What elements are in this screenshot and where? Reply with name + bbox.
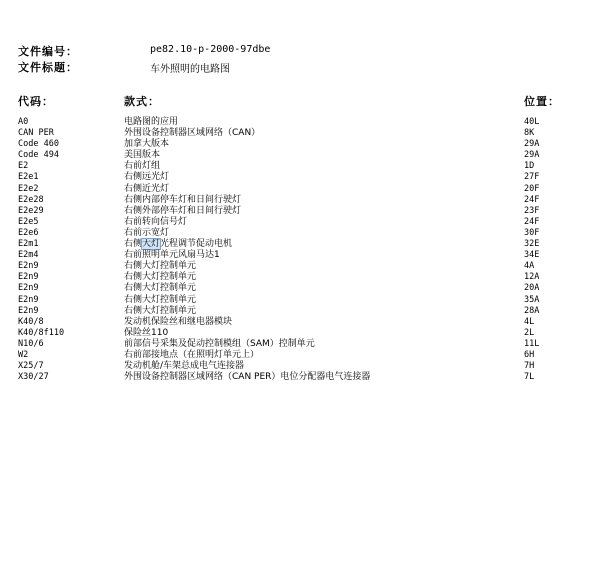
list-item bbox=[0, 372, 601, 383]
component-list bbox=[0, 117, 601, 383]
item-position: 7H bbox=[524, 361, 535, 372]
item-position: 8K bbox=[524, 128, 535, 139]
item-position: 24F bbox=[524, 194, 540, 205]
item-description bbox=[124, 239, 232, 250]
item-position: 20F bbox=[524, 183, 540, 194]
item-position: 23F bbox=[524, 205, 540, 216]
item-description: 外围设备控制器区域网络（CAN PER）电位分配器电气连接器 bbox=[124, 372, 371, 383]
item-description: 右侧内部停车灯和日间行驶灯 bbox=[124, 194, 242, 205]
item-position: 29A bbox=[524, 139, 540, 150]
item-position: 11L bbox=[524, 338, 540, 349]
column-header-position: 位置： bbox=[524, 95, 560, 108]
item-code: E2n9 bbox=[18, 272, 39, 283]
item-position: 6H bbox=[524, 349, 535, 360]
list-item bbox=[0, 283, 601, 294]
item-position: 28A bbox=[524, 305, 540, 316]
list-item bbox=[0, 217, 601, 228]
desc-prefix: 右侧 bbox=[124, 239, 143, 250]
list-item bbox=[0, 306, 601, 317]
item-position: 4L bbox=[524, 316, 535, 327]
item-code: Code 494 bbox=[18, 150, 59, 161]
item-code: K40/8 bbox=[18, 316, 44, 327]
item-position: 29A bbox=[524, 150, 540, 161]
item-description: 电路图的应用 bbox=[124, 117, 179, 127]
item-position: 24F bbox=[524, 216, 540, 227]
list-item bbox=[0, 295, 601, 306]
item-description: 发动机保险丝和继电器模块 bbox=[124, 316, 233, 327]
list-item bbox=[0, 139, 601, 150]
item-position: 2L bbox=[524, 327, 535, 338]
item-description: 右侧远光灯 bbox=[124, 172, 170, 183]
list-item bbox=[0, 317, 601, 328]
list-item bbox=[0, 117, 601, 128]
item-description: 右侧大灯控制单元 bbox=[124, 261, 197, 272]
item-code: K40/8f110 bbox=[18, 327, 65, 338]
item-code: E2n9 bbox=[18, 283, 39, 294]
column-header-code: 代码： bbox=[18, 95, 54, 108]
item-description: 右侧近光灯 bbox=[124, 183, 170, 194]
item-position: 30F bbox=[524, 227, 540, 238]
item-code: E2e5 bbox=[18, 216, 39, 227]
list-item bbox=[0, 350, 601, 361]
item-description: 右侧大灯控制单元 bbox=[124, 294, 197, 305]
list-item bbox=[0, 195, 601, 206]
item-position: 34E bbox=[524, 250, 540, 261]
item-description: 保险丝110 bbox=[124, 327, 169, 338]
item-code: E2e2 bbox=[18, 183, 39, 194]
item-position: 1D bbox=[524, 161, 535, 172]
item-code: E2 bbox=[18, 161, 29, 172]
item-code: X25/7 bbox=[18, 361, 44, 372]
document-title-value: 车外照明的电路图 bbox=[150, 64, 230, 75]
document-title-label: 文件标题： bbox=[18, 61, 78, 74]
item-description: 外围设备控制器区域网络（CAN） bbox=[124, 128, 261, 139]
list-item bbox=[0, 328, 601, 339]
list-item bbox=[0, 161, 601, 172]
item-code: E2e1 bbox=[18, 172, 39, 183]
item-position: 27F bbox=[524, 172, 540, 183]
item-code: E2m1 bbox=[18, 239, 39, 250]
item-description: 右侧外部停车灯和日间行驶灯 bbox=[124, 205, 242, 216]
item-position: 40L bbox=[524, 117, 540, 127]
list-item bbox=[0, 128, 601, 139]
document-number-value: pe82.10-p-2000-97dbe bbox=[150, 44, 271, 55]
item-description: 右前示宽灯 bbox=[124, 227, 170, 238]
list-item bbox=[0, 150, 601, 161]
item-code: E2e29 bbox=[18, 205, 44, 216]
item-position: 12A bbox=[524, 272, 540, 283]
item-description: 前部信号采集及促动控制模组（SAM）控制单元 bbox=[124, 338, 315, 349]
list-item bbox=[0, 184, 601, 195]
list-item bbox=[0, 272, 601, 283]
list-item bbox=[0, 172, 601, 183]
item-description: 右前转向信号灯 bbox=[124, 216, 188, 227]
list-item bbox=[0, 361, 601, 372]
list-item bbox=[0, 239, 601, 250]
item-code: E2n9 bbox=[18, 294, 39, 305]
item-position: 32E bbox=[524, 239, 540, 250]
document-number-label: 文件编号： bbox=[18, 45, 78, 58]
item-code: E2n9 bbox=[18, 305, 39, 316]
item-code: E2n9 bbox=[18, 261, 39, 272]
item-code: E2e6 bbox=[18, 227, 39, 238]
desc-suffix: 光程调节促动电机 bbox=[160, 239, 233, 250]
selected-text-highlight[interactable]: 大灯 bbox=[142, 239, 161, 250]
item-code: CAN PER bbox=[18, 128, 54, 139]
item-description: 右前照明单元风扇马达1 bbox=[124, 250, 220, 261]
item-description: 右前部接地点（在照明灯单元上） bbox=[124, 349, 260, 360]
item-description: 右侧大灯控制单元 bbox=[124, 305, 197, 316]
item-description: 发动机舱/车架总成电气连接器 bbox=[124, 361, 245, 372]
list-item bbox=[0, 206, 601, 217]
list-item bbox=[0, 228, 601, 239]
list-item bbox=[0, 250, 601, 261]
item-description: 加拿大版本 bbox=[124, 139, 170, 150]
item-description: 右侧大灯控制单元 bbox=[124, 283, 197, 294]
item-position: 7L bbox=[524, 372, 535, 383]
item-code: W2 bbox=[18, 349, 29, 360]
item-description: 右侧大灯控制单元 bbox=[124, 272, 197, 283]
item-description: 美国版本 bbox=[124, 150, 161, 161]
item-code: Code 460 bbox=[18, 139, 59, 150]
item-code: A0 bbox=[18, 117, 29, 127]
item-code: X30/27 bbox=[18, 372, 49, 383]
list-item bbox=[0, 261, 601, 272]
item-code: E2e28 bbox=[18, 194, 44, 205]
item-description: 右前灯组 bbox=[124, 161, 161, 172]
item-position: 4A bbox=[524, 261, 535, 272]
item-position: 20A bbox=[524, 283, 540, 294]
item-code: E2m4 bbox=[18, 250, 39, 261]
list-item bbox=[0, 339, 601, 350]
item-code: N10/6 bbox=[18, 338, 44, 349]
item-position: 35A bbox=[524, 294, 540, 305]
column-header-style: 款式： bbox=[124, 95, 160, 108]
